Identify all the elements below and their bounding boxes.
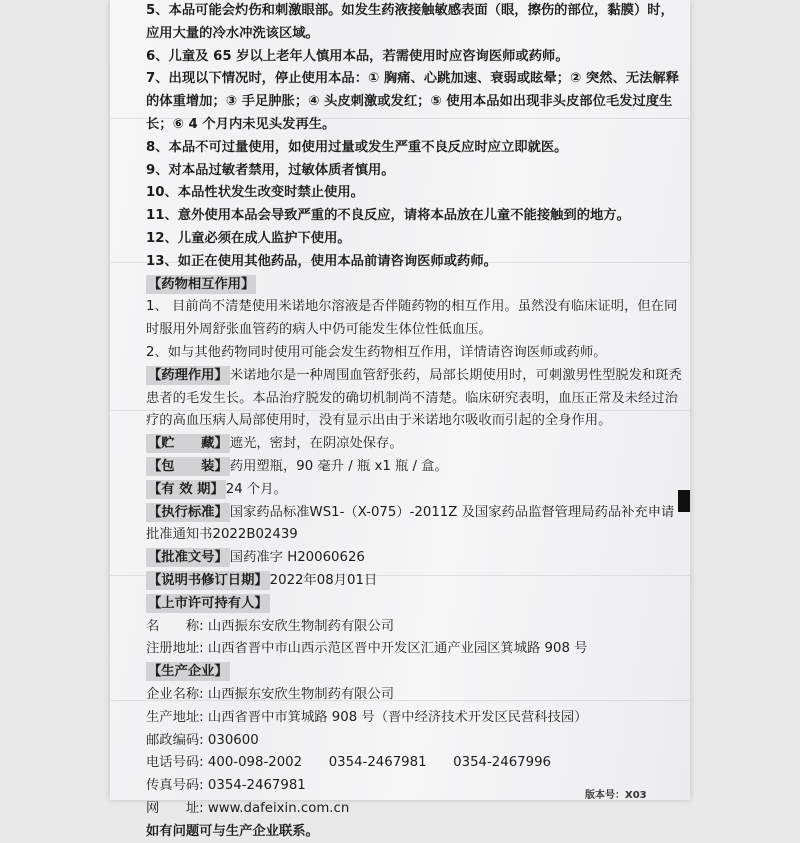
version-number: 版本号：X03 <box>585 790 647 801</box>
precaution-12: 12、儿童必须在成人监护下使用。 <box>146 230 351 246</box>
storage-heading: 【贮 藏】 <box>148 436 228 452</box>
storage-text: 遮光，密封，在阴凉处保存。 <box>229 436 403 452</box>
website-url: www.dafeixin.com.cn <box>207 800 350 816</box>
package-heading: 【包 装】 <box>148 458 228 474</box>
zip-label: 邮政编码: <box>146 732 204 748</box>
precaution-8: 8、本品不可过量使用，如使用过量或发生严重不良反应时应立即就医。 <box>146 139 568 155</box>
fax-label: 传真号码: <box>146 778 204 794</box>
phone-2: 0354-2467981 <box>328 755 427 771</box>
precaution-11: 11、意外使用本品会导致严重的不良反应，请将本品放在儿童不能接触到的地方。 <box>146 208 630 224</box>
phone-1: 400-098-2002 <box>207 755 303 771</box>
interaction-item-2: 2、如与其他药物同时使用可能会发生药物相互作用，详情请咨询医师或药师。 <box>146 344 607 360</box>
package-text: 药用塑瓶，90 毫升 / 瓶 x1 瓶 / 盒。 <box>229 458 448 474</box>
precaution-7: 7、出现以下情况时，停止使用本品：① 胸痛、心跳加速、衰弱或眩晕；② 突然、无法解释的体重增加；③ 手足肿胀；④ 头皮刺激或发红；⑤ 使用本品如出现非头皮部位毛发过度生长；⑥ 4 个月内未见头发再生。 <box>146 71 680 132</box>
web-label: 网 址: <box>146 800 204 816</box>
interaction-item-1: 1、 目前尚不清楚使用米诺地尔溶液是否伴随药物的相互作用。虽然没有临床证明，但在同时服用外周舒张血管药的病人中仍可能发生体位性低血压。 <box>146 299 678 338</box>
zip-code: 030600 <box>207 732 259 748</box>
precaution-9: 9、对本品过敏者禁用，过敏体质者慎用。 <box>146 162 395 178</box>
pharmacology-text: 米诺地尔是一种周围血管舒张药，局部长期使用时，可刺激男性型脱发和斑秃患者的毛发生长。本品治疗脱发的确切机制尚不清楚。临床研究表明，血压正常及未经过治疗的高血压病人局部使用时，没有显示出由于米诺地尔吸收而引起的全身作用。 <box>146 367 682 429</box>
manufacturer-name-label: 企业名称: <box>146 686 204 702</box>
pharmacology-heading: 【药理作用】 <box>148 367 228 383</box>
approval-heading: 【批准文号】 <box>148 550 228 566</box>
holder-addr: 山西省晋中市山西示范区晋中开发区汇通产业园区箕城路 908 号 <box>207 641 588 657</box>
standard-heading: 【执行标准】 <box>148 504 228 520</box>
precautions-list <box>146 0 686 274</box>
black-registration-mark <box>678 490 690 512</box>
holder-name-label: 名 称: <box>146 618 204 634</box>
document-body <box>146 0 686 843</box>
interaction-heading: 【药物相互作用】 <box>148 276 255 292</box>
holder-section <box>146 593 686 661</box>
approval-text: 国药准字 H20060626 <box>229 550 365 566</box>
precaution-6: 6、儿童及 65 岁以上老年人慎用本品，若需使用时应咨询医师或药师。 <box>146 48 569 64</box>
validity-text: 24 个月。 <box>225 481 287 497</box>
holder-heading: 【上市许可持有人】 <box>148 595 268 611</box>
manufacturer-addr: 山西省晋中市箕城路 908 号（晋中经济技术开发区民营科技园） <box>207 709 588 725</box>
validity-heading: 【有 效 期】 <box>148 481 224 497</box>
precaution-5: 5、本品可能会灼伤和刺激眼部。如发生药液接触敏感表面（眼，擦伤的部位，黏膜）时，应用大量的冷水冲洗该区域。 <box>146 3 674 41</box>
phone-3: 0354-2467996 <box>453 755 552 771</box>
revision-heading: 【说明书修订日期】 <box>148 572 268 588</box>
holder-name: 山西振东安欣生物制药有限公司 <box>207 618 395 634</box>
phone-label: 电话号码: <box>146 755 204 771</box>
footer-note: 如有问题可与生产企业联系。 <box>146 823 319 839</box>
precaution-13: 13、如正在使用其他药品，使用本品前请咨询医师或药师。 <box>146 253 497 269</box>
fax-number: 0354-2467981 <box>207 778 306 794</box>
holder-addr-label: 注册地址: <box>146 641 204 657</box>
revision-text: 2022年08月01日 <box>269 572 378 588</box>
precaution-10: 10、本品性状发生改变时禁止使用。 <box>146 185 364 201</box>
standard-text: 国家药品标准WS1-（X-075）-2011Z 及国家药品监督管理局药品补充申请批准通知书2022B02439 <box>146 504 675 543</box>
interaction-section <box>146 274 686 365</box>
manufacturer-heading: 【生产企业】 <box>148 664 228 680</box>
pharmacology-section <box>146 365 686 433</box>
manufacturer-name: 山西振东安欣生物制药有限公司 <box>207 686 395 702</box>
manufacturer-addr-label: 生产地址: <box>146 709 204 725</box>
